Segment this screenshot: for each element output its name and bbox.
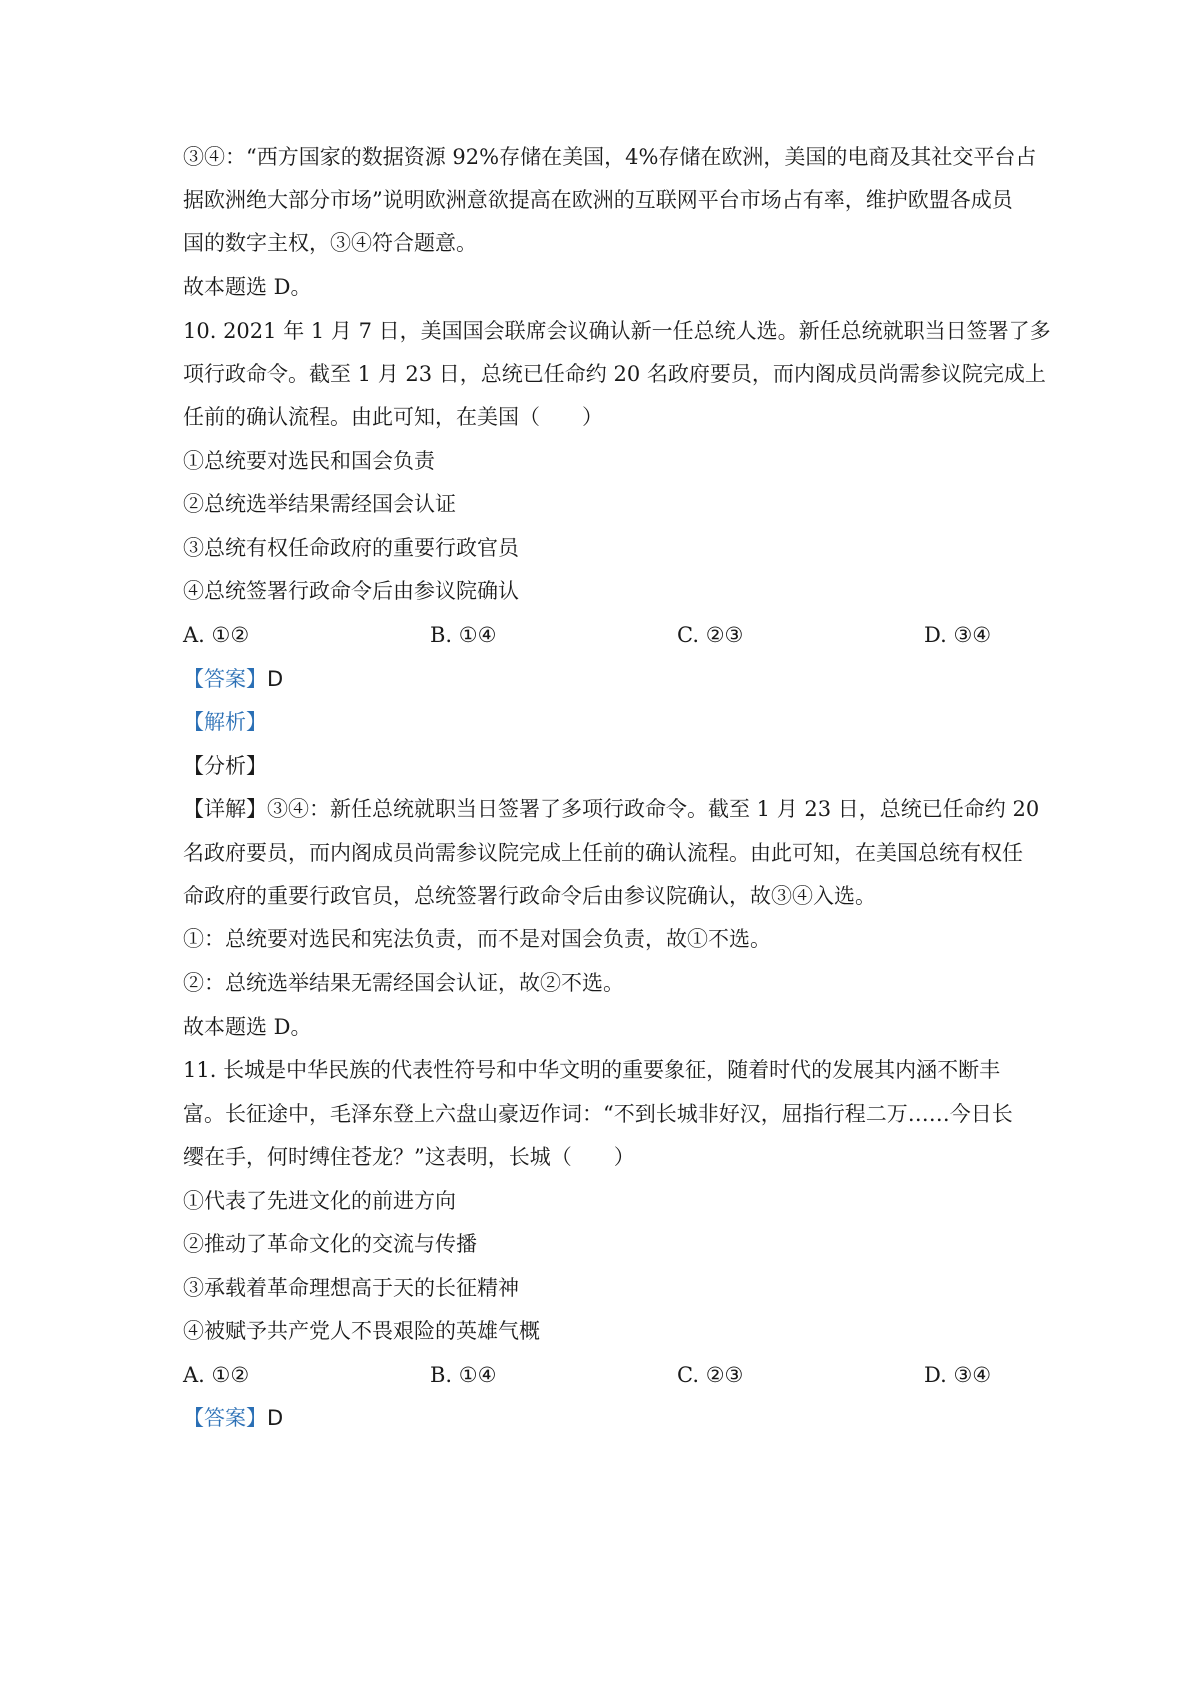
detail-line: 名政府要员，而内阁成员尚需参议院完成上任前的确认流程。由此可知，在美国总统有权任 [183,841,1023,865]
question-10-stem: 10. 2021 年 1 月 7 日，美国国会联席会议确认新一任总统人选。新任总统就职当日签署了多 [183,319,1051,343]
option-b: B. ①④ [430,623,497,647]
conclusion-line: 故本题选 D。 [183,1015,312,1039]
statement: ④总统签署行政命令后由参议院确认 [183,579,519,603]
detail-line: ②：总统选举结果无需经国会认证，故②不选。 [183,971,624,995]
detail-line: 【详解】③④：新任总统就职当日签署了多项行政命令。截至 1 月 23 日，总统已任命约 20 [183,797,1040,821]
option-b: B. ①④ [430,1363,497,1387]
detail-line: ①：总统要对选民和宪法负责，而不是对国会负责，故①不选。 [183,927,771,951]
statement: ②推动了革命文化的交流与传播 [183,1232,477,1256]
option-a: A. ①② [183,1363,250,1387]
detail-tag: 【详解】 [183,797,267,821]
answer-tag: 【答案】 [183,1406,267,1430]
paragraph-line: 据欧洲绝大部分市场”说明欧洲意欲提高在欧洲的互联网平台市场占有率，维护欧盟各成员 [183,188,1013,212]
answer-line [183,664,1043,694]
option-d: D. ③④ [924,623,992,647]
question-11-stem: 富。长征途中，毛泽东登上六盘山豪迈作词：“不到长城非好汉，屈指行程二万……今日长 [183,1102,1013,1126]
fenxi-tag: 【分析】 [183,754,267,778]
statement: ①代表了先进文化的前进方向 [183,1189,456,1213]
question-10-stem: 任前的确认流程。由此可知，在美国（ ） [183,405,603,429]
answer-value: D [267,1406,284,1430]
detail-line: 命政府的重要行政官员，总统签署行政命令后由参议院确认，故③④入选。 [183,884,876,908]
statement: ①总统要对选民和国会负责 [183,449,435,473]
statement: ③总统有权任命政府的重要行政官员 [183,536,519,560]
question-10-stem: 项行政命令。截至 1 月 23 日，总统已任命约 20 名政府要员，而内阁成员尚需参议院完成上 [183,362,1046,386]
statement: ③承载着革命理想高于天的长征精神 [183,1276,519,1300]
option-c: C. ②③ [677,623,744,647]
statement: ②总统选举结果需经国会认证 [183,492,456,516]
answer-line [183,1403,1043,1433]
option-c: C. ②③ [677,1363,744,1387]
answer-value: D [267,667,284,691]
question-11-stem: 11. 长城是中华民族的代表性符号和中华文明的重要象征，随着时代的发展其内涵不断丰 [183,1058,1001,1082]
paragraph-line: 国的数字主权，③④符合题意。 [183,231,477,255]
option-a: A. ①② [183,623,250,647]
analysis-tag: 【解析】 [183,710,267,734]
answer-tag: 【答案】 [183,667,267,691]
paragraph-line: ③④：“西方国家的数据资源 92%存储在美国，4%存储在欧洲，美国的电商及其社交平台占 [183,145,1037,169]
option-d: D. ③④ [924,1363,992,1387]
question-11-stem: 缨在手，何时缚住苍龙？”这表明，长城（ ） [183,1145,635,1169]
statement: ④被赋予共产党人不畏艰险的英雄气概 [183,1319,540,1343]
conclusion-line: 故本题选 D。 [183,275,312,299]
